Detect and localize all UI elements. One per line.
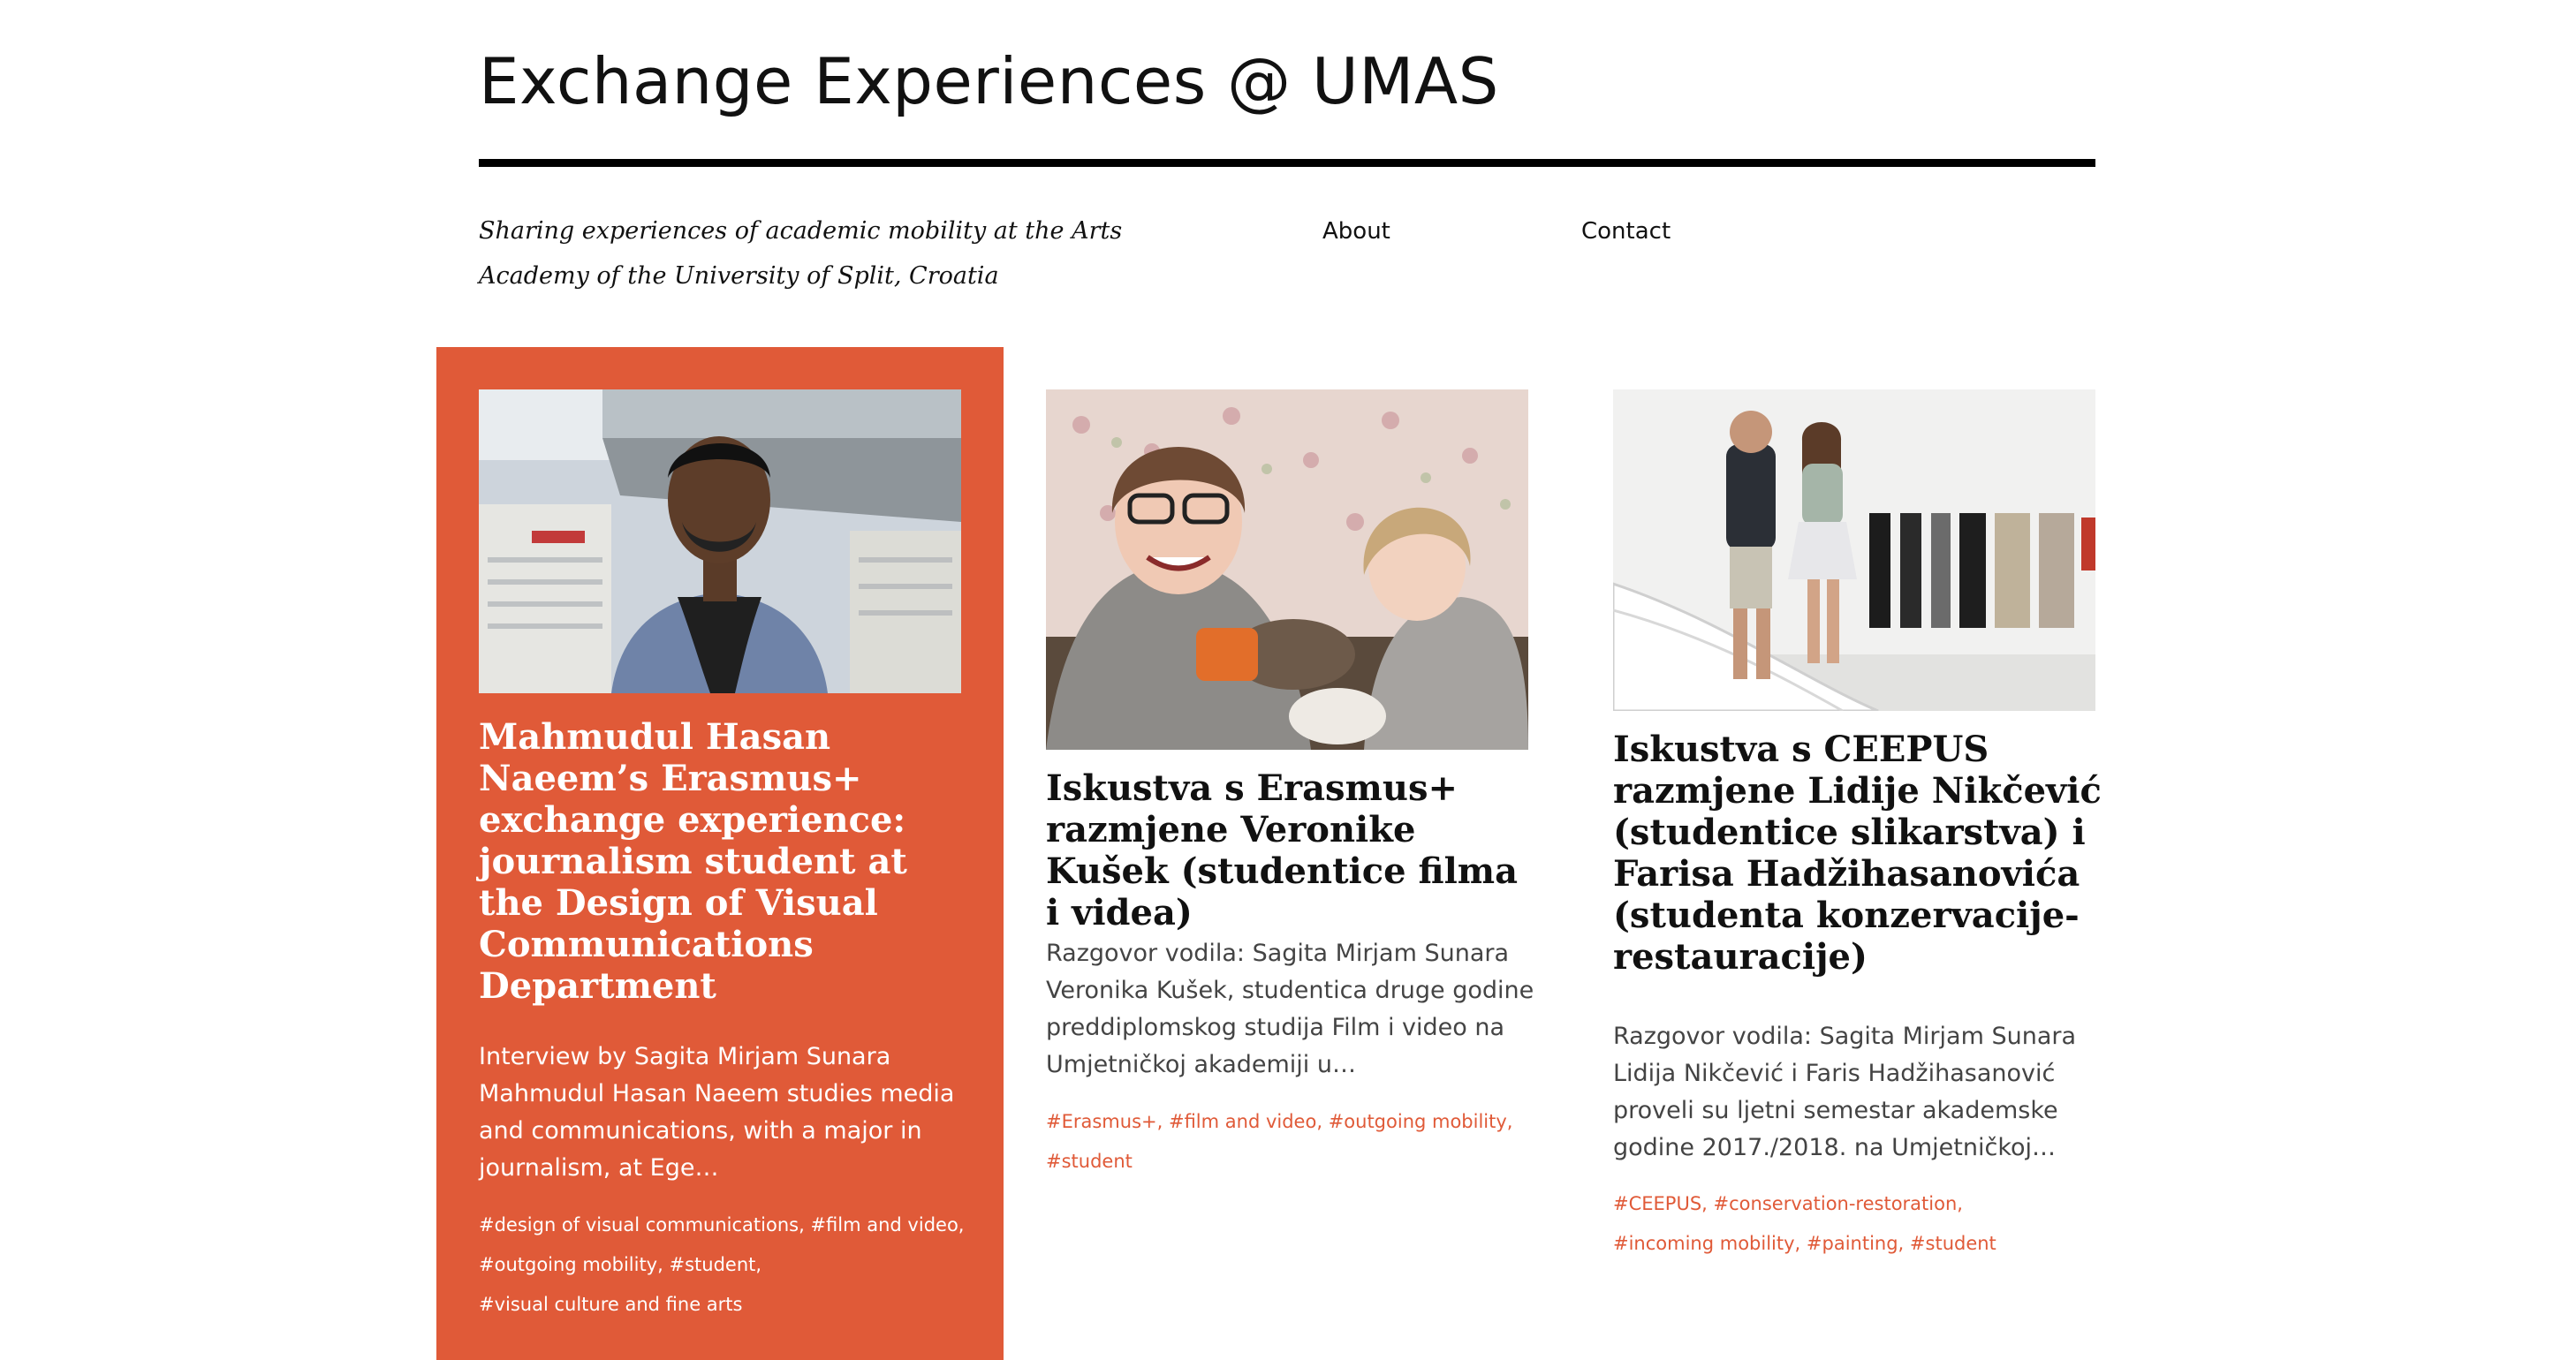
site-tagline: Sharing experiences of academic mobility at the Arts Academy of the University of Split, Croatia: [479, 217, 1123, 290]
post-thumbnail[interactable]: [1613, 389, 2095, 711]
tag-link[interactable]: #film and video,: [1168, 1111, 1322, 1132]
post-image: [1046, 389, 1528, 750]
tag-link[interactable]: #student: [1046, 1151, 1133, 1172]
header-divider: [479, 159, 2095, 167]
nav-item-about[interactable]: About: [1322, 218, 1390, 245]
tag-link[interactable]: #outgoing mobility,: [479, 1254, 663, 1275]
tag-link[interactable]: #conservation-restoration,: [1713, 1193, 1963, 1214]
nav-item-contact[interactable]: Contact: [1581, 218, 1671, 245]
tag-link[interactable]: #incoming mobility,: [1613, 1233, 1801, 1254]
post-image: [479, 389, 961, 693]
post-excerpt: Interview by Sagita Mirjam Sunara Mahmudul Hasan Naeem studies media and communications, with a major in journalism, at Ege…: [479, 1043, 955, 1182]
post-excerpt: Razgovor vodila: Sagita Mirjam Sunara Veronika Kušek, studentica druge godine preddiplomskog studija Film i video na Umjetničkoj akademiji u…: [1046, 940, 1534, 1078]
post-tags: [1613, 1184, 2108, 1264]
post-tags: [1046, 1102, 1541, 1182]
post-card: [436, 347, 1004, 1360]
post-title[interactable]: Mahmudul Hasan Naeem’s Erasmus+ exchange experience: journalism student at the Design of Visual Communications Department: [479, 716, 907, 1007]
tag-link[interactable]: #student,: [669, 1254, 762, 1275]
tag-link[interactable]: #visual culture and fine arts: [479, 1294, 743, 1315]
post-title[interactable]: Iskustva s CEEPUS razmjene Lidije Nikčević (studentice slikarstva) i Farisa Hadžihasanovića (studenta konzervacije-restauracije): [1613, 729, 2102, 978]
tag-link[interactable]: #outgoing mobility,: [1328, 1111, 1513, 1132]
tag-link[interactable]: #film and video,: [810, 1214, 965, 1235]
tag-link[interactable]: #student: [1909, 1233, 1996, 1254]
tag-link[interactable]: #painting,: [1806, 1233, 1905, 1254]
tag-link[interactable]: #Erasmus+,: [1046, 1111, 1163, 1132]
tag-link[interactable]: #design of visual communications,: [479, 1214, 805, 1235]
post-image: [1613, 389, 2095, 711]
site-title[interactable]: Exchange Experiences @ UMAS: [479, 44, 1499, 118]
post-title[interactable]: Iskustva s Erasmus+ razmjene Veronike Kušek (studentice filma i videa): [1046, 767, 1519, 933]
post-tags: [479, 1205, 974, 1325]
post-excerpt: Razgovor vodila: Sagita Mirjam Sunara Lidija Nikčević i Faris Hadžihasanović proveli su ljetni semestar akademske godine 2017./2018. na Umjetničkoj…: [1613, 1023, 2077, 1161]
post-thumbnail[interactable]: [479, 389, 961, 693]
tag-link[interactable]: #CEEPUS,: [1613, 1193, 1708, 1214]
post-thumbnail[interactable]: [1046, 389, 1528, 750]
